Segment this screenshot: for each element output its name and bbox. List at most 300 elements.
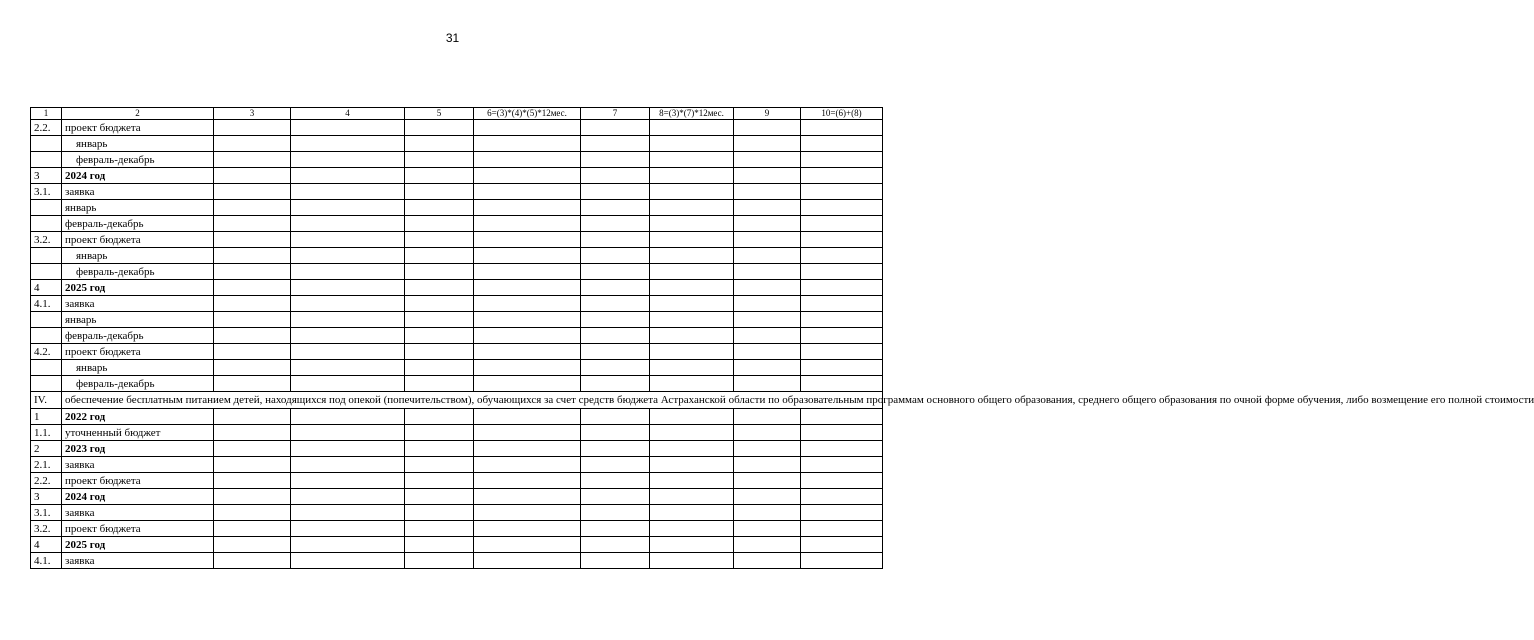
empty-cell[interactable]: [405, 441, 474, 457]
empty-cell[interactable]: [291, 120, 405, 136]
row-number: 1: [31, 409, 62, 425]
empty-cell[interactable]: [405, 376, 474, 392]
row-number: 4: [31, 537, 62, 553]
empty-cell[interactable]: [734, 120, 801, 136]
empty-cell[interactable]: [474, 360, 581, 376]
empty-cell[interactable]: [801, 409, 883, 425]
empty-cell[interactable]: [405, 120, 474, 136]
empty-cell[interactable]: [581, 473, 650, 489]
empty-cell[interactable]: [291, 409, 405, 425]
empty-cell[interactable]: [474, 184, 581, 200]
empty-cell[interactable]: [650, 296, 734, 312]
empty-cell[interactable]: [214, 264, 291, 280]
empty-cell[interactable]: [291, 312, 405, 328]
empty-cell[interactable]: [581, 505, 650, 521]
empty-cell[interactable]: [581, 312, 650, 328]
empty-cell[interactable]: [581, 489, 650, 505]
empty-cell[interactable]: [734, 136, 801, 152]
empty-cell[interactable]: [405, 328, 474, 344]
empty-cell[interactable]: [474, 248, 581, 264]
empty-cell[interactable]: [801, 457, 883, 473]
empty-cell[interactable]: [734, 232, 801, 248]
empty-cell[interactable]: [474, 344, 581, 360]
empty-cell[interactable]: [581, 425, 650, 441]
empty-cell[interactable]: [801, 537, 883, 553]
empty-cell[interactable]: [405, 505, 474, 521]
empty-cell[interactable]: [214, 120, 291, 136]
column-header: 4: [291, 108, 405, 120]
empty-cell[interactable]: [650, 168, 734, 184]
row-label: проект бюджета: [62, 473, 214, 489]
table-row: [31, 425, 883, 441]
row-label: заявка: [62, 505, 214, 521]
empty-cell[interactable]: [801, 184, 883, 200]
empty-cell[interactable]: [581, 216, 650, 232]
table-row: [31, 473, 883, 489]
column-header: 8=(3)*(7)*12мес.: [650, 108, 734, 120]
table-row: [31, 280, 883, 296]
table-row: [31, 521, 883, 537]
empty-cell[interactable]: [474, 136, 581, 152]
table-row: [31, 489, 883, 505]
empty-cell[interactable]: [581, 136, 650, 152]
row-number: [31, 328, 62, 344]
row-label: февраль-декабрь: [62, 152, 214, 168]
row-number: [31, 216, 62, 232]
empty-cell[interactable]: [214, 232, 291, 248]
row-number: 4.1.: [31, 296, 62, 312]
empty-cell[interactable]: [405, 425, 474, 441]
empty-cell[interactable]: [581, 248, 650, 264]
empty-cell[interactable]: [405, 264, 474, 280]
table-row: [31, 505, 883, 521]
row-label: 2022 год: [62, 409, 214, 425]
empty-cell[interactable]: [734, 248, 801, 264]
empty-cell[interactable]: [581, 521, 650, 537]
row-label: заявка: [62, 184, 214, 200]
empty-cell[interactable]: [650, 425, 734, 441]
empty-cell[interactable]: [581, 168, 650, 184]
empty-cell[interactable]: [291, 136, 405, 152]
empty-cell[interactable]: [650, 216, 734, 232]
table-row: [31, 184, 883, 200]
empty-cell[interactable]: [734, 553, 801, 569]
empty-cell[interactable]: [734, 344, 801, 360]
empty-cell[interactable]: [214, 473, 291, 489]
empty-cell[interactable]: [650, 232, 734, 248]
empty-cell[interactable]: [214, 376, 291, 392]
column-header: 1: [31, 108, 62, 120]
empty-cell[interactable]: [581, 457, 650, 473]
empty-cell[interactable]: [474, 152, 581, 168]
empty-cell[interactable]: [801, 505, 883, 521]
row-label: февраль-декабрь: [62, 264, 214, 280]
empty-cell[interactable]: [405, 489, 474, 505]
row-number: [31, 376, 62, 392]
table-row: [31, 296, 883, 312]
empty-cell[interactable]: [474, 312, 581, 328]
row-number: 3: [31, 168, 62, 184]
empty-cell[interactable]: [405, 521, 474, 537]
empty-cell[interactable]: [734, 441, 801, 457]
row-label: январь: [62, 360, 214, 376]
empty-cell[interactable]: [291, 152, 405, 168]
table-row: [31, 553, 883, 569]
empty-cell[interactable]: [291, 489, 405, 505]
empty-cell[interactable]: [734, 521, 801, 537]
empty-cell[interactable]: [650, 344, 734, 360]
empty-cell[interactable]: [291, 425, 405, 441]
empty-cell[interactable]: [650, 248, 734, 264]
row-label: 2025 год: [62, 537, 214, 553]
empty-cell[interactable]: [214, 136, 291, 152]
empty-cell[interactable]: [650, 409, 734, 425]
empty-cell[interactable]: [650, 184, 734, 200]
empty-cell[interactable]: [474, 473, 581, 489]
row-number: 3: [31, 489, 62, 505]
empty-cell[interactable]: [734, 537, 801, 553]
empty-cell[interactable]: [581, 409, 650, 425]
empty-cell[interactable]: [214, 457, 291, 473]
row-label: январь: [62, 136, 214, 152]
table-row: [31, 344, 883, 360]
column-header: 7: [581, 108, 650, 120]
empty-cell[interactable]: [734, 360, 801, 376]
empty-cell[interactable]: [650, 537, 734, 553]
table-row: [31, 457, 883, 473]
empty-cell[interactable]: [581, 120, 650, 136]
empty-cell[interactable]: [801, 200, 883, 216]
empty-cell[interactable]: [405, 409, 474, 425]
empty-cell[interactable]: [801, 312, 883, 328]
empty-cell[interactable]: [801, 489, 883, 505]
empty-cell[interactable]: [734, 425, 801, 441]
empty-cell[interactable]: [291, 328, 405, 344]
table-row: [31, 216, 883, 232]
empty-cell[interactable]: [474, 537, 581, 553]
empty-cell[interactable]: [214, 344, 291, 360]
empty-cell[interactable]: [474, 280, 581, 296]
row-number: 1.1.: [31, 425, 62, 441]
empty-cell[interactable]: [801, 441, 883, 457]
table-row: [31, 152, 883, 168]
empty-cell[interactable]: [801, 136, 883, 152]
empty-cell[interactable]: [291, 296, 405, 312]
empty-cell[interactable]: [801, 473, 883, 489]
empty-cell[interactable]: [214, 425, 291, 441]
empty-cell[interactable]: [405, 232, 474, 248]
row-label: январь: [62, 312, 214, 328]
column-header: 5: [405, 108, 474, 120]
empty-cell[interactable]: [405, 136, 474, 152]
empty-cell[interactable]: [650, 264, 734, 280]
table-header-row: [31, 108, 883, 120]
row-number: [31, 264, 62, 280]
row-number: 2: [31, 441, 62, 457]
empty-cell[interactable]: [474, 457, 581, 473]
empty-cell[interactable]: [474, 505, 581, 521]
table-row: [31, 441, 883, 457]
empty-cell[interactable]: [405, 152, 474, 168]
empty-cell[interactable]: [581, 200, 650, 216]
row-number: 4: [31, 280, 62, 296]
empty-cell[interactable]: [214, 168, 291, 184]
empty-cell[interactable]: [650, 120, 734, 136]
empty-cell[interactable]: [291, 505, 405, 521]
empty-cell[interactable]: [650, 200, 734, 216]
empty-cell[interactable]: [581, 232, 650, 248]
empty-cell[interactable]: [650, 457, 734, 473]
empty-cell[interactable]: [474, 521, 581, 537]
empty-cell[interactable]: [650, 473, 734, 489]
row-number: 4.2.: [31, 344, 62, 360]
empty-cell[interactable]: [581, 344, 650, 360]
row-number: 2.2.: [31, 473, 62, 489]
row-number: [31, 152, 62, 168]
empty-cell[interactable]: [801, 168, 883, 184]
empty-cell[interactable]: [650, 376, 734, 392]
empty-cell[interactable]: [650, 328, 734, 344]
empty-cell[interactable]: [734, 168, 801, 184]
empty-cell[interactable]: [405, 360, 474, 376]
empty-cell[interactable]: [650, 441, 734, 457]
empty-cell[interactable]: [801, 264, 883, 280]
empty-cell[interactable]: [474, 441, 581, 457]
empty-cell[interactable]: [214, 521, 291, 537]
section-description: обеспечение бесплатным питанием детей, находящихся под опекой (попечительством), обучающихся за счет средств бюджета Астраханской области по образовательным программам основного общего образования, среднего общего образования по очной форме обучения, либо возмещение его полной стоимости: [62, 392, 883, 409]
table-row: [31, 376, 883, 392]
row-label: февраль-декабрь: [62, 376, 214, 392]
row-number: 3.2.: [31, 521, 62, 537]
empty-cell[interactable]: [474, 328, 581, 344]
empty-cell[interactable]: [734, 184, 801, 200]
empty-cell[interactable]: [650, 136, 734, 152]
empty-cell[interactable]: [214, 409, 291, 425]
empty-cell[interactable]: [581, 376, 650, 392]
empty-cell[interactable]: [405, 537, 474, 553]
empty-cell[interactable]: [405, 553, 474, 569]
empty-cell[interactable]: [734, 200, 801, 216]
section-row: [31, 392, 883, 409]
empty-cell[interactable]: [291, 216, 405, 232]
empty-cell[interactable]: [581, 296, 650, 312]
empty-cell[interactable]: [734, 457, 801, 473]
table-row: [31, 537, 883, 553]
row-label: январь: [62, 200, 214, 216]
empty-cell[interactable]: [734, 152, 801, 168]
empty-cell[interactable]: [214, 280, 291, 296]
empty-cell[interactable]: [801, 120, 883, 136]
empty-cell[interactable]: [650, 489, 734, 505]
table-row: [31, 328, 883, 344]
empty-cell[interactable]: [214, 184, 291, 200]
section-number: IV.: [31, 392, 62, 409]
empty-cell[interactable]: [734, 489, 801, 505]
empty-cell[interactable]: [214, 296, 291, 312]
empty-cell[interactable]: [291, 521, 405, 537]
page-number: 31: [445, 31, 460, 45]
empty-cell[interactable]: [214, 441, 291, 457]
row-label: февраль-декабрь: [62, 328, 214, 344]
empty-cell[interactable]: [474, 168, 581, 184]
empty-cell[interactable]: [405, 296, 474, 312]
empty-cell[interactable]: [650, 505, 734, 521]
empty-cell[interactable]: [405, 168, 474, 184]
empty-cell[interactable]: [474, 553, 581, 569]
empty-cell[interactable]: [801, 280, 883, 296]
empty-cell[interactable]: [405, 473, 474, 489]
empty-cell[interactable]: [581, 184, 650, 200]
empty-cell[interactable]: [734, 216, 801, 232]
empty-cell[interactable]: [581, 152, 650, 168]
row-label: 2024 год: [62, 489, 214, 505]
empty-cell[interactable]: [214, 248, 291, 264]
empty-cell[interactable]: [291, 168, 405, 184]
empty-cell[interactable]: [291, 280, 405, 296]
empty-cell[interactable]: [801, 425, 883, 441]
row-number: [31, 360, 62, 376]
empty-cell[interactable]: [801, 296, 883, 312]
empty-cell[interactable]: [734, 409, 801, 425]
empty-cell[interactable]: [214, 505, 291, 521]
empty-cell[interactable]: [801, 248, 883, 264]
empty-cell[interactable]: [474, 409, 581, 425]
row-label: заявка: [62, 553, 214, 569]
empty-cell[interactable]: [474, 296, 581, 312]
empty-cell[interactable]: [734, 264, 801, 280]
empty-cell[interactable]: [214, 152, 291, 168]
empty-cell[interactable]: [801, 328, 883, 344]
empty-cell[interactable]: [474, 200, 581, 216]
empty-cell[interactable]: [474, 120, 581, 136]
table-row: [31, 232, 883, 248]
empty-cell[interactable]: [474, 489, 581, 505]
empty-cell[interactable]: [291, 360, 405, 376]
empty-cell[interactable]: [405, 457, 474, 473]
table-row: [31, 312, 883, 328]
empty-cell[interactable]: [474, 376, 581, 392]
row-number: [31, 248, 62, 264]
empty-cell[interactable]: [405, 200, 474, 216]
empty-cell[interactable]: [405, 248, 474, 264]
empty-cell[interactable]: [474, 425, 581, 441]
row-number: [31, 136, 62, 152]
empty-cell[interactable]: [581, 328, 650, 344]
row-label: проект бюджета: [62, 521, 214, 537]
table-row: [31, 409, 883, 425]
empty-cell[interactable]: [581, 441, 650, 457]
empty-cell[interactable]: [474, 232, 581, 248]
empty-cell[interactable]: [214, 200, 291, 216]
empty-cell[interactable]: [734, 505, 801, 521]
empty-cell[interactable]: [581, 360, 650, 376]
empty-cell[interactable]: [291, 248, 405, 264]
empty-cell[interactable]: [801, 553, 883, 569]
row-number: 3.2.: [31, 232, 62, 248]
empty-cell[interactable]: [734, 312, 801, 328]
table-row: [31, 168, 883, 184]
empty-cell[interactable]: [581, 553, 650, 569]
row-label: заявка: [62, 296, 214, 312]
empty-cell[interactable]: [291, 232, 405, 248]
column-header: 2: [62, 108, 214, 120]
empty-cell[interactable]: [650, 312, 734, 328]
empty-cell[interactable]: [474, 264, 581, 280]
empty-cell[interactable]: [291, 376, 405, 392]
budget-table: [30, 107, 1534, 569]
empty-cell[interactable]: [291, 553, 405, 569]
empty-cell[interactable]: [801, 521, 883, 537]
empty-cell[interactable]: [214, 360, 291, 376]
empty-cell[interactable]: [581, 264, 650, 280]
empty-cell[interactable]: [291, 184, 405, 200]
empty-cell[interactable]: [801, 216, 883, 232]
empty-cell[interactable]: [801, 152, 883, 168]
empty-cell[interactable]: [474, 216, 581, 232]
table-row: [31, 248, 883, 264]
empty-cell[interactable]: [291, 264, 405, 280]
empty-cell[interactable]: [214, 553, 291, 569]
empty-cell[interactable]: [581, 280, 650, 296]
empty-cell[interactable]: [650, 521, 734, 537]
table-row: [31, 120, 883, 136]
empty-cell[interactable]: [291, 344, 405, 360]
row-number: 3.1.: [31, 184, 62, 200]
row-label: проект бюджета: [62, 232, 214, 248]
empty-cell[interactable]: [734, 376, 801, 392]
empty-cell[interactable]: [650, 280, 734, 296]
column-header: 10=(6)+(8): [801, 108, 883, 120]
empty-cell[interactable]: [214, 312, 291, 328]
empty-cell[interactable]: [291, 457, 405, 473]
row-label: 2023 год: [62, 441, 214, 457]
empty-cell[interactable]: [581, 537, 650, 553]
row-number: [31, 200, 62, 216]
column-header: 3: [214, 108, 291, 120]
empty-cell[interactable]: [734, 280, 801, 296]
row-label: уточненный бюджет: [62, 425, 214, 441]
empty-cell[interactable]: [734, 328, 801, 344]
empty-cell[interactable]: [291, 441, 405, 457]
row-number: 2.2.: [31, 120, 62, 136]
empty-cell[interactable]: [291, 537, 405, 553]
table-row: [31, 360, 883, 376]
empty-cell[interactable]: [214, 328, 291, 344]
empty-cell[interactable]: [734, 296, 801, 312]
empty-cell[interactable]: [650, 152, 734, 168]
row-label: проект бюджета: [62, 120, 214, 136]
empty-cell[interactable]: [650, 360, 734, 376]
empty-cell[interactable]: [214, 216, 291, 232]
empty-cell[interactable]: [405, 312, 474, 328]
empty-cell[interactable]: [801, 376, 883, 392]
empty-cell[interactable]: [291, 200, 405, 216]
empty-cell[interactable]: [801, 360, 883, 376]
empty-cell[interactable]: [214, 537, 291, 553]
empty-cell[interactable]: [405, 184, 474, 200]
empty-cell[interactable]: [801, 344, 883, 360]
table-row: [31, 200, 883, 216]
empty-cell[interactable]: [801, 232, 883, 248]
empty-cell[interactable]: [650, 553, 734, 569]
row-label: заявка: [62, 457, 214, 473]
empty-cell[interactable]: [214, 489, 291, 505]
empty-cell[interactable]: [734, 473, 801, 489]
empty-cell[interactable]: [405, 344, 474, 360]
empty-cell[interactable]: [405, 280, 474, 296]
empty-cell[interactable]: [291, 473, 405, 489]
empty-cell[interactable]: [405, 216, 474, 232]
